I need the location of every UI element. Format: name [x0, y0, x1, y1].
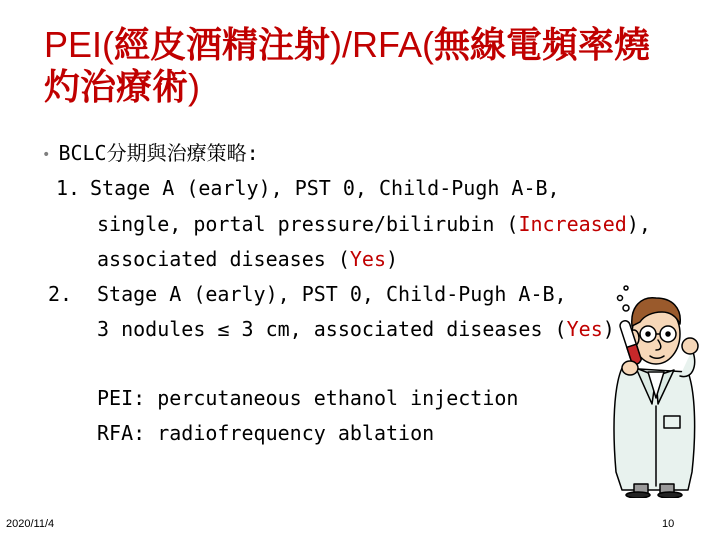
slide-title-line-1: [44, 24, 674, 66]
title-text-rfa-chinese-cont: 灼治療術: [44, 66, 189, 107]
bullet-heading-text: BCLC分期與治療策略:: [58, 141, 259, 165]
note-pei: PEI: percutaneous ethanol injection: [97, 386, 519, 410]
item-1-line-3: [97, 247, 398, 271]
title-text-pei: PEI(: [44, 24, 115, 65]
item-1-line-2: [97, 212, 651, 236]
item-1-line-1: Stage A (early), PST 0, Child-Pugh A-B,: [90, 176, 560, 200]
slide-title: [44, 24, 674, 108]
item-2-line-2-pre: 3 nodules ≤ 3 cm, associated diseases (: [97, 317, 567, 341]
scientist-holding-test-tube-icon: [596, 276, 718, 498]
title-text-pei-chinese: 經皮酒精注射: [114, 24, 331, 65]
note-rfa: RFA: radiofrequency ablation: [97, 421, 435, 445]
item-1-line-3-pre: associated diseases (: [97, 247, 350, 271]
item-1-line-2-highlight: Increased: [518, 212, 627, 236]
title-text-close: ): [188, 66, 201, 107]
bullet-heading: [42, 137, 259, 166]
bullet-dot-icon: •: [42, 146, 51, 163]
item-2-line-2-post: ): [602, 317, 615, 341]
item-1-line-2-post: ),: [626, 212, 651, 236]
item-1-line-3-post: ): [386, 247, 399, 271]
item-2-number: 2.: [48, 282, 73, 306]
item-1-number: 1.: [56, 176, 81, 200]
item-2-line-2-highlight: Yes: [566, 317, 603, 341]
item-1-line-2-pre: single, portal pressure/bilirubin (: [97, 212, 519, 236]
footer-page-number: 10: [662, 518, 675, 530]
item-1-line-3-highlight: Yes: [349, 247, 386, 271]
slide-title-line-2: [44, 66, 674, 108]
item-2-line-2: [97, 317, 615, 341]
title-text-rfa: )/RFA(: [330, 24, 435, 65]
item-2-line-1: Stage A (early), PST 0, Child-Pugh A-B,: [97, 282, 567, 306]
title-text-rfa-chinese: 無線電頻率燒: [434, 24, 651, 65]
footer-date: 2020/11/4: [6, 518, 55, 530]
